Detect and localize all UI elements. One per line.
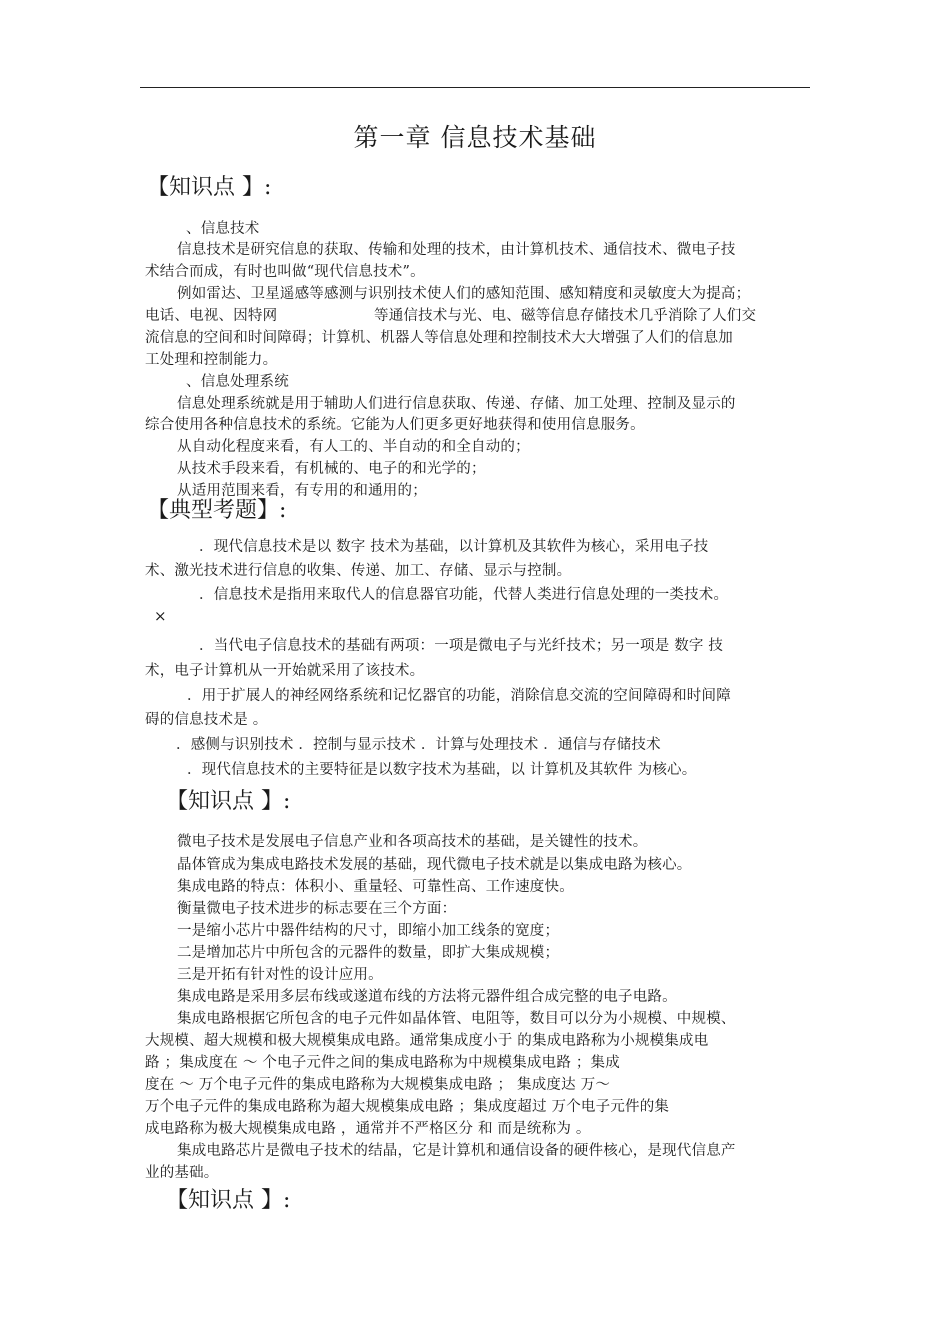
question-line: ．现代信息技术是以 数字 技术为基础，以计算机及其软件为核心，采用电子技 [199,539,709,555]
paragraph-line: 集成电路的特点：体积小、重量轻、可靠性高、工作速度快。 [177,879,574,895]
paragraph-line: 从自动化程度来看，有人工的、半自动的和全自动的； [177,439,530,455]
paragraph-line: 晶体管成为集成电路技术发展的基础，现代微电子技术就是以集成电路为核心。 [177,857,692,873]
paragraph-line: 集成电路芯片是微电子技术的结晶，它是计算机和通信设备的硬件核心，是现代信息产 [177,1143,736,1159]
question-line: ．用于扩展人的神经网络系统和记忆器官的功能，消除信息交流的空间障碍和时间障 [187,688,731,704]
paragraph-line: 三是开拓有针对性的设计应用。 [177,967,383,983]
paragraph-line: 信息处理系统就是用于辅助人们进行信息获取、传递、存储、加工处理、控制及显示的 [177,396,736,412]
question-line: ．当代电子信息技术的基础有两项：一项是微电子与光纤技术；另一项是 数字 技 [199,638,724,654]
question-options: ．感侧与识别技术 ．控制与显示技术 ．计算与处理技术 ．通信与存储技术 [176,737,661,753]
paragraph-line: 集成电路是采用多层布线或遂道布线的方法将元器件组合成完整的电子电路。 [177,989,677,1005]
question-line: 碍的信息技术是 。 [145,712,268,728]
paragraph-line: 电话、电视、因特网 [145,308,278,324]
paragraph-line: 业的基础。 [145,1165,219,1181]
item-info-system: 、信息处理系统 [186,374,289,390]
paragraph-line: 等通信技术与光、电、磁等信息存储技术几乎消除了人们交 [374,308,757,324]
paragraph-line: 度在 ～ 万个电子元件的集成电路称为大规模集成电路 ； 集成度达 万～ [145,1077,611,1093]
paragraph-line: 二是增加芯片中所包含的元器件的数量，即扩大集成规模； [177,945,560,961]
paragraph-line: 成电路称为极大规模集成电路 ，通常并不严格区分 和 而是统称为 。 [145,1121,591,1137]
paragraph-line: 大规模、超大规模和极大规模集成电路。通常集成度小于 的集成电路称为小规模集成电 [145,1033,709,1049]
paragraph-line: 工处理和控制能力。 [145,352,278,368]
heading-knowledge-1: 【知识点 】: [147,175,272,200]
paragraph-line: 综合使用各种信息技术的系统。它能为人们更多更好地获得和使用信息服务。 [145,417,645,433]
page-title: 第一章 信息技术基础 [353,123,597,152]
paragraph-line: 衡量微电子技术进步的标志要在三个方面： [177,901,457,917]
question-line: ．信息技术是指用来取代人的信息器官功能，代替人类进行信息处理的一类技术。 [199,587,729,603]
question-line: 术，电子计算机从一开始就采用了该技术。 [145,663,425,679]
heading-typical-questions: 【典型考题】: [147,498,287,523]
item-info-tech: 、信息技术 [186,221,260,237]
answer-mark: × [154,607,167,625]
paragraph-line: 路 ；集成度在 ～ 个电子元件之间的集成电路称为中规模集成电路 ；集成 [145,1055,620,1071]
paragraph-line: 从适用范围来看，有专用的和通用的； [177,483,427,499]
question-line: ．现代信息技术的主要特征是以数字技术为基础，以 计算机及其软件 为核心。 [187,762,697,778]
paragraph-line: 微电子技术是发展电子信息产业和各项高技术的基础，是关键性的技术。 [177,834,648,850]
paragraph-line: 一是缩小芯片中器件结构的尺寸，即缩小加工线条的宽度； [177,923,560,939]
question-line: 术、激光技术进行信息的收集、传递、加工、存储、显示与控制。 [145,563,572,579]
paragraph-line: 流信息的空间和时间障碍；计算机、机器人等信息处理和控制技术大大增强了人们的信息加 [145,330,733,346]
paragraph-line: 万个电子元件的集成电路称为超大规模集成电路 ；集成度超过 万个电子元件的集 [145,1099,670,1115]
header-rule [140,87,810,88]
paragraph-line: 信息技术是研究信息的获取、传输和处理的技术，由计算机技术、通信技术、微电子技 [177,242,736,258]
heading-knowledge-3: 【知识点 】: [166,1188,291,1213]
paragraph-line: 术结合而成，有时也叫做“现代信息技术”。 [145,264,425,280]
paragraph-line: 例如雷达、卫星遥感等感测与识别技术使人们的感知范围、感知精度和灵敏度大为提高； [177,286,751,302]
heading-knowledge-2: 【知识点 】: [166,789,291,814]
paragraph-line: 集成电路根据它所包含的电子元件如晶体管、电阻等，数目可以分为小规模、中规模、 [177,1011,736,1027]
paragraph-line: 从技术手段来看，有机械的、电子的和光学的； [177,461,486,477]
